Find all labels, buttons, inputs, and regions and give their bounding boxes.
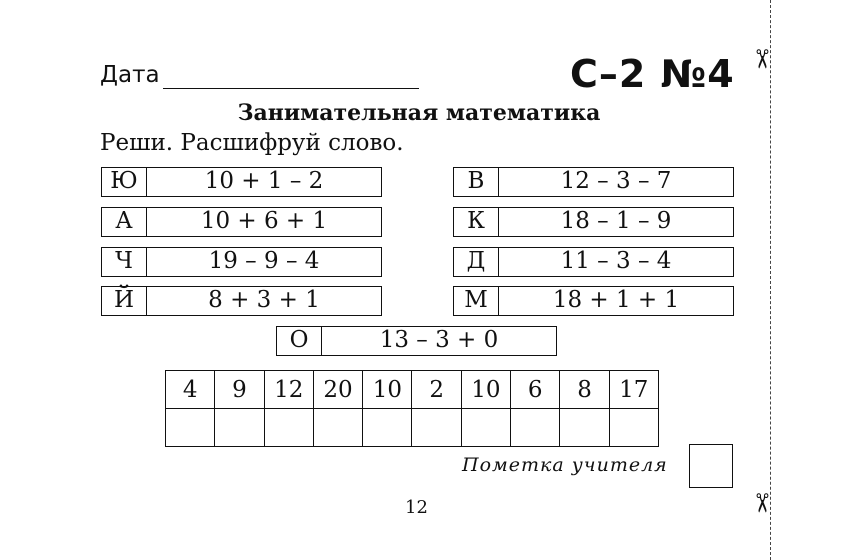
- letter-cell[interactable]: [166, 409, 215, 447]
- decode-table: [165, 370, 659, 447]
- answer-letter-row: [166, 409, 659, 447]
- answer-number: 10: [363, 371, 412, 409]
- task-row: [453, 167, 734, 197]
- scissors-icon: ✂: [745, 48, 776, 70]
- answer-number: 10: [461, 371, 510, 409]
- scissors-icon: ✂: [745, 492, 776, 514]
- page-number: 12: [405, 497, 428, 518]
- letter-cell[interactable]: [215, 409, 264, 447]
- task-row: [101, 207, 382, 237]
- task-row: [453, 286, 734, 316]
- task-expression: 19 – 9 – 4: [208, 248, 320, 274]
- worksheet-title: Занимательная математика: [237, 100, 601, 126]
- answer-number: 12: [264, 371, 313, 409]
- letter-cell[interactable]: [560, 409, 609, 447]
- letter-cell[interactable]: [412, 409, 461, 447]
- letter-cell[interactable]: [264, 409, 313, 447]
- task-letter: Ч: [102, 248, 147, 276]
- letter-cell[interactable]: [461, 409, 510, 447]
- task-letter: Д: [454, 248, 499, 276]
- letter-cell[interactable]: [363, 409, 412, 447]
- instruction: Реши. Расшифруй слово.: [100, 130, 404, 156]
- task-expression: 11 – 3 – 4: [560, 248, 672, 274]
- task-row: [453, 207, 734, 237]
- answer-number: 20: [313, 371, 362, 409]
- task-expression: 10 + 6 + 1: [200, 208, 328, 234]
- task-row: [276, 326, 557, 356]
- task-letter: М: [454, 287, 499, 315]
- cut-line: [770, 0, 771, 560]
- letter-cell[interactable]: [313, 409, 362, 447]
- answer-number: 4: [166, 371, 215, 409]
- task-expression: 12 – 3 – 7: [560, 168, 672, 194]
- letter-cell[interactable]: [511, 409, 560, 447]
- task-letter: Ю: [102, 168, 147, 196]
- task-letter: О: [277, 327, 322, 355]
- task-letter: В: [454, 168, 499, 196]
- task-row: [101, 247, 382, 277]
- task-letter: А: [102, 208, 147, 236]
- task-letter: К: [454, 208, 499, 236]
- answer-number: 2: [412, 371, 461, 409]
- teacher-mark-label: Пометка учителя: [462, 454, 668, 476]
- answer-number: 9: [215, 371, 264, 409]
- task-row: [101, 286, 382, 316]
- answer-number: 8: [560, 371, 609, 409]
- teacher-mark-box[interactable]: [689, 444, 733, 488]
- task-expression: 13 – 3 + 0: [379, 327, 499, 353]
- task-row: [101, 167, 382, 197]
- task-expression: 18 – 1 – 9: [560, 208, 672, 234]
- task-letter: Й: [102, 287, 147, 315]
- task-expression: 10 + 1 – 2: [204, 168, 324, 194]
- answer-number: 6: [511, 371, 560, 409]
- task-row: [453, 247, 734, 277]
- date-line[interactable]: [163, 88, 419, 89]
- answer-number-row: [166, 371, 659, 409]
- worksheet-code: С–2 №4: [570, 52, 735, 96]
- task-expression: 8 + 3 + 1: [208, 287, 320, 313]
- answer-number: 17: [609, 371, 658, 409]
- letter-cell[interactable]: [609, 409, 658, 447]
- date-label: Дата: [100, 62, 160, 88]
- task-expression: 18 + 1 + 1: [552, 287, 680, 313]
